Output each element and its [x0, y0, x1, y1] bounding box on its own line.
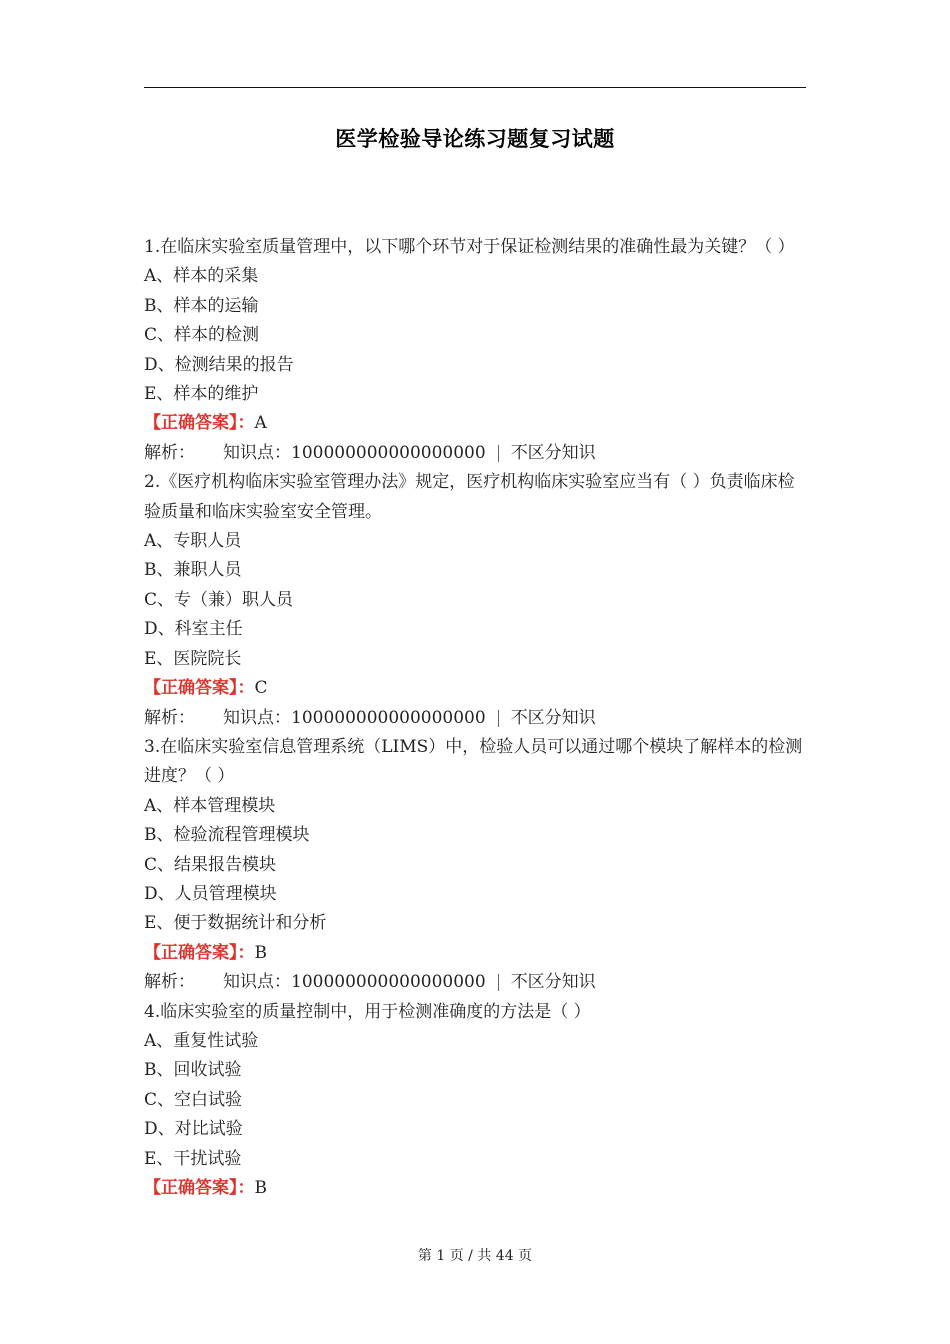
option-b: B、兼职人员: [144, 560, 242, 581]
option-c: C、专（兼）职人员: [144, 589, 294, 610]
option-d: D、检测结果的报告: [144, 354, 294, 375]
option-d: D、对比试验: [144, 1119, 243, 1140]
page-footer: 第 1 页 / 共 44 页: [417, 1248, 533, 1264]
analysis-line: [144, 968, 806, 997]
document-title: 医学检验导论练习题复习试题: [335, 127, 615, 151]
option-e: E、便于数据统计和分析: [144, 913, 327, 934]
option-e: E、样本的维护: [144, 384, 259, 405]
knowledge-category: 不区分知识: [510, 707, 596, 728]
question-block: [144, 733, 806, 998]
answer-value: B: [254, 1178, 267, 1198]
analysis-line: [144, 439, 806, 468]
header-rule: [144, 87, 806, 88]
option-c: C、结果报告模块: [144, 854, 277, 875]
analysis-label: 解析：: [144, 442, 195, 463]
separator: [498, 710, 499, 727]
option-b: B、检验流程管理模块: [144, 825, 310, 846]
answer-value: B: [254, 942, 267, 963]
option-b: B、回收试验: [144, 1060, 242, 1081]
question-list: [144, 233, 806, 1203]
question-block: [144, 998, 806, 1204]
option-a: A、样本管理模块: [144, 795, 276, 816]
option-d: D、科室主任: [144, 619, 243, 640]
separator: [498, 974, 499, 991]
option-e: E、干扰试验: [144, 1148, 242, 1169]
answer-value: A: [254, 413, 267, 434]
correct-answer: [144, 409, 806, 438]
answer-value: C: [254, 678, 268, 699]
answer-label: 【正确答案】：: [144, 1178, 255, 1198]
question-text: 1.在临床实验室质量管理中，以下哪个环节对于保证检测结果的准确性最为关键？（ ）: [144, 237, 795, 257]
option-c: C、空白试验: [144, 1089, 243, 1110]
analysis-label: 解析：: [144, 707, 195, 728]
option-a: A、专职人员: [144, 531, 242, 552]
question-text: 4.临床实验室的质量控制中，用于检测准确度的方法是（ ）: [144, 1001, 591, 1022]
option-b: B、样本的运输: [144, 295, 259, 316]
analysis-label: 解析：: [144, 972, 195, 993]
knowledge-point: 知识点：100000000000000000: [223, 442, 486, 463]
question-text: 2.《医疗机构临床实验室管理办法》规定，医疗机构临床实验室应当有（ ）负责临床检验质量和临床实验室安全管理。: [144, 472, 795, 522]
question-block: [144, 233, 806, 468]
option-a: A、重复性试验: [144, 1030, 259, 1051]
correct-answer: [144, 939, 806, 968]
knowledge-point: 知识点：100000000000000000: [223, 972, 486, 993]
correct-answer: [144, 1174, 806, 1203]
question-text: 3.在临床实验室信息管理系统（LIMS）中，检验人员可以通过哪个模块了解样本的检测进度？（ ）: [144, 736, 803, 787]
answer-label: 【正确答案】：: [144, 678, 255, 699]
option-d: D、人员管理模块: [144, 883, 277, 904]
question-block: [144, 468, 806, 733]
answer-label: 【正确答案】：: [144, 942, 255, 963]
answer-label: 【正确答案】：: [144, 413, 255, 434]
option-a: A、样本的采集: [144, 266, 259, 287]
analysis-line: [144, 704, 806, 733]
option-c: C、样本的检测: [144, 325, 260, 346]
separator: [498, 445, 499, 462]
correct-answer: [144, 674, 806, 703]
option-e: E、医院院长: [144, 648, 242, 669]
knowledge-category: 不区分知识: [510, 972, 596, 993]
knowledge-category: 不区分知识: [510, 442, 596, 463]
knowledge-point: 知识点：100000000000000000: [223, 707, 486, 728]
